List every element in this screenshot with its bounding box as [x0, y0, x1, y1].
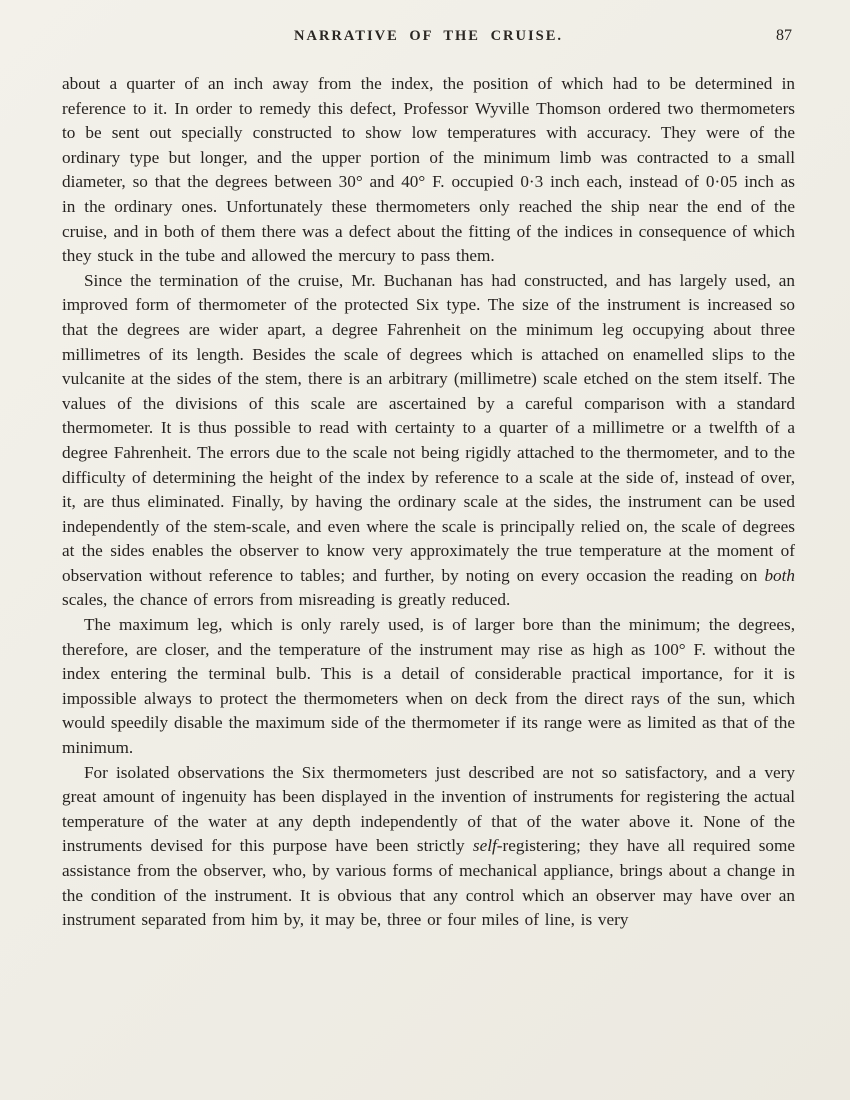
- paragraph: [62, 72, 795, 269]
- text-segment: -registering; they have all required some assistance from the observer, who, by various forms of mechanical appliance, brings about a change in the condition of the instrument. It is obvious that any control which an observer may have over an instrument separated from him by, it may be, three or four miles of line, is very: [62, 836, 795, 930]
- italic-text: both: [764, 565, 795, 585]
- text-segment: about a quarter of an inch away from the index, the position of which had to be determined in reference to it. In order to remedy this defect, Professor Wyville Thomson ordered two thermometers to be sent out specially constructed to show low temperatures with accuracy. They were of the ordinary type but longer, and the upper portion of the minimum limb was contracted to a small diameter, so that the degrees between 30° and 40° F. occupied 0·3 inch each, instead of 0·05 inch as in the ordinary ones. Unfortunately these thermometers only reached the ship near the end of the cruise, and in both of them there was a defect about the fitting of the indices in consequence of which they stuck in the tube and allowed the mercury to pass them.: [62, 74, 795, 266]
- paragraph: [62, 613, 795, 761]
- italic-text: self: [472, 836, 497, 856]
- page-title: NARRATIVE OF THE CRUISE.: [294, 28, 563, 44]
- paragraph: [62, 269, 795, 613]
- page-number: 87: [776, 27, 792, 44]
- text-segment: For isolated observations the Six thermometers just described are not so satisfactory, and a very great amount of ingenuity has been displayed in the invention of instruments for registering the actual temperature of the water at any depth independently of that of the water above it. None of the instruments devised for this purpose have been strictly: [62, 762, 795, 856]
- text-segment: The maximum leg, which is only rarely used, is of larger bore than the minimum; the degrees, therefore, are closer, and the temperature of the instrument may rise as high as 100° F. without the index entering the terminal bulb. This is a detail of considerable practical importance, for it is impossible always to protect the thermometers when on deck from the direct rays of the sun, which would speedily disable the maximum side of the thermometer if its range were as limited as that of the minimum.: [62, 615, 795, 758]
- running-head: [62, 28, 795, 50]
- page-body: [62, 72, 795, 933]
- text-segment: Since the termination of the cruise, Mr. Buchanan has had constructed, and has largely used, an improved form of thermometer of the protected Six type. The size of the instrument is increased so that the degrees are wider apart, a degree Fahrenheit on the minimum leg occupying about three millimetres of its length. Besides the scale of degrees which is attached on enamelled slips to the vulcanite at the sides of the stem, there is an arbitrary (millimetre) scale etched on the stem itself. The values of the divisions of this scale are ascertained by a careful comparison with a standard thermometer. It is thus possible to read with certainty to a quarter of a millimetre or a twelfth of a degree Fahrenheit. The errors due to the scale not being rigidly attached to the thermometer, and to the difficulty of determining the height of the index by reference to a scale at the side of, instead of over, it, are thus eliminated. Finally, by having the ordinary scale at the sides, the instrument can be used independently of the stem-scale, and even where the scale is principally relied on, the scale of degrees at the sides enables the observer to know very approximately the true temperature at the moment of observation without reference to tables; and further, by noting on every occasion the reading on: [62, 270, 795, 585]
- paragraph: [62, 761, 795, 933]
- text-segment: scales, the chance of errors from misreading is greatly reduced.: [62, 590, 511, 610]
